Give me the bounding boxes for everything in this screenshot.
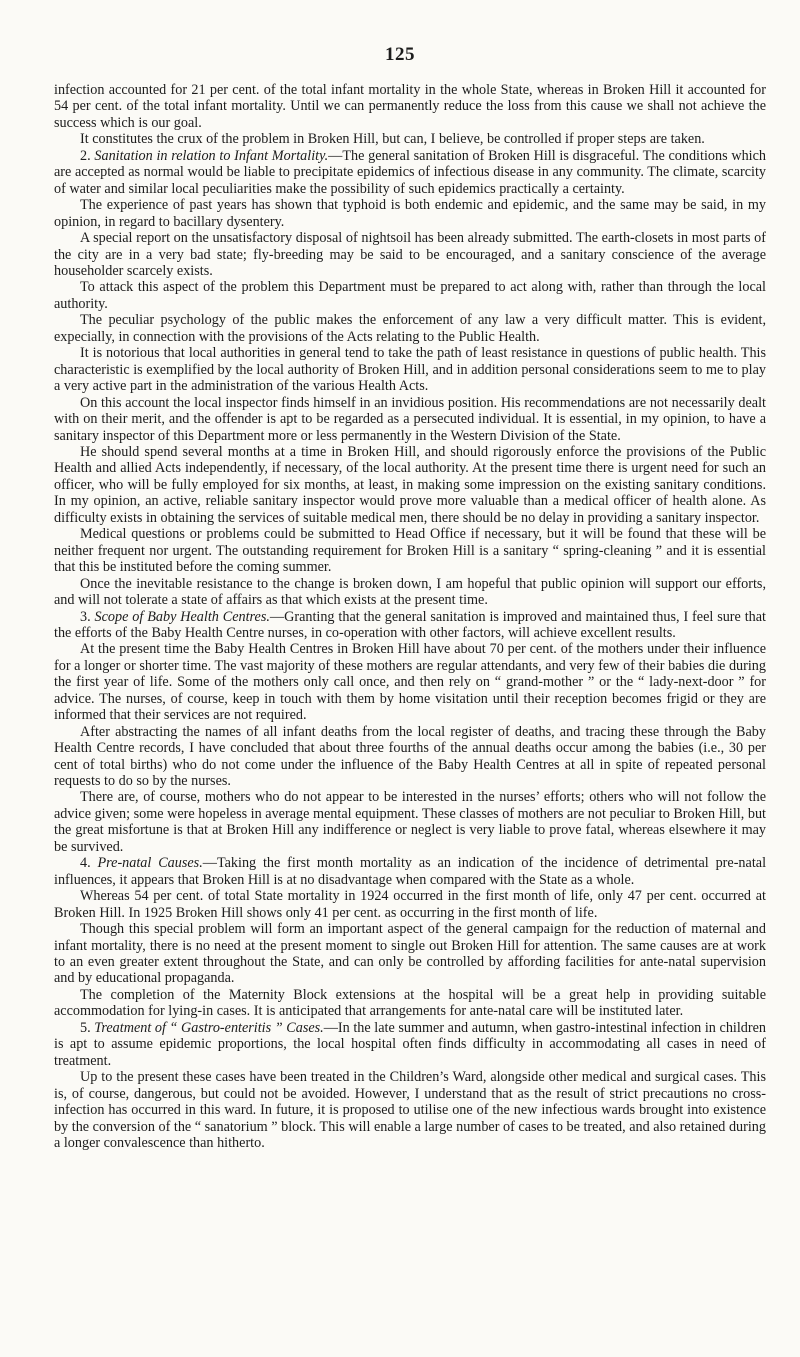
- section-heading: Pre-natal Causes.: [97, 855, 203, 872]
- paragraph: He should spend several months at a time in Broken Hill, and should rigorously enforce the provisions of the Public Health and allied Acts independently, if necessary, of the local authority. At the present time there is urgent need for such an officer, who will be fully employed for six months, at least, in making some impression on the existing sanitary conditions. In my opinion, an active, reliable sanitary inspector would prove more valuable than a medical officer of health alone. As difficulty exists in obtaining the services of suitable medical men, there should be no delay in providing a sanitary inspector.: [54, 443, 766, 526]
- paragraph: Though this special problem will form an important aspect of the general campaign for the reduction of maternal and infant mortality, there is no need at the present moment to single out Broken Hill for attention. The same causes are at work to an even greater extent throughout the State, and can only be controlled by affording facilities for ante-natal supervision and by educational propaganda.: [54, 921, 766, 987]
- section-heading: Sanitation in relation to Infant Mortality.: [94, 147, 329, 164]
- paragraph: Up to the present these cases have been treated in the Children’s Ward, alongside other medical and surgical cases. This is, of course, dangerous, but could not be avoided. However, I understand that as the result of strict precautions no cross-infection has occurred in this ward. In future, it is proposed to utilise one of the new infectious wards brought into existence by the conversion of the “ sanatorium ” block. This will enable a large number of cases to be treated, and also retained during a longer convalescence than hitherto.: [54, 1069, 766, 1151]
- page-number: 125: [385, 44, 415, 65]
- section-paragraph: 4. Pre-natal Causes.—Taking the first month mortality as an indication of the incidence of detrimental pre-natal influences, it appears that Broken Hill is at no disadvantage when compared with the State as a whole.: [54, 855, 767, 888]
- body-text: [54, 82, 766, 1151]
- section-paragraph: 3. Scope of Baby Health Centres.—Granting that the general sanitation is improved and maintained thus, I feel sure that the efforts of the Baby Health Centre nurses, in co-operation with other factors, will achieve excellent results.: [54, 608, 766, 641]
- paragraph: The peculiar psychology of the public makes the enforcement of any law a very difficult matter. This is evident, expecially, in connection with the provisions of the Acts relating to the Public Health.: [54, 312, 766, 345]
- paragraph: Medical questions or problems could be submitted to Head Office if necessary, but it will be found that these will be neither frequent nor urgent. The outstanding requirement for Broken Hill is a sanitary “ spring-cleaning ” and it is essential that this be instituted before the coming summer.: [54, 526, 766, 576]
- paragraph: At the present time the Baby Health Centres in Broken Hill have about 70 per cent. of the mothers under their influence for a longer or shorter time. The vast majority of these mothers are regular attendants, and very few of their babies die during the first year of life. Some of the mothers only call once, and then rely on “ grand-mother ” or the “ lady-next-door ” for advice. The nurses, of course, keep in touch with them by home visitation until their reception becomes frigid or they are informed that their services are not required.: [54, 641, 766, 724]
- paragraph: It is notorious that local authorities in general tend to take the path of least resistance in questions of public health. This characteristic is exemplified by the local authority of Broken Hill, and in addition personal considerations seem to me to play a very active part in the administration of the various Health Acts.: [54, 345, 766, 395]
- paragraph: The experience of past years has shown that typhoid is both endemic and epidemic, and the same may be said, in my opinion, in regard to bacillary dysentery.: [54, 197, 766, 230]
- section-number: 2.: [80, 147, 91, 164]
- paragraph: After abstracting the names of all infant deaths from the local register of deaths, and tracing these through the Baby Health Centre records, I have concluded that about three fourths of the annual deaths occur among the babies (i.e., 30 per cent of total births) who do not come under the influence of the Baby Health Centres at all in spite of repeated personal requests to do so by the nurses.: [54, 723, 766, 790]
- paragraph: Once the inevitable resistance to the change is broken down, I am hopeful that public opinion will support our efforts, and will not tolerate a state of affairs as that which exists at the present time.: [54, 575, 766, 609]
- paragraph: The completion of the Maternity Block extensions at the hospital will be a great help in providing suitable accommodation for lying-in cases. It is anticipated that arrangements for ante-natal care will be instituted later.: [54, 986, 766, 1020]
- paragraph: To attack this aspect of the problem this Department must be prepared to act along with, rather than through the local authority.: [54, 279, 766, 312]
- paragraph: Whereas 54 per cent. of total State mortality in 1924 occurred in the first month of life, only 47 per cent. occurred at Broken Hill. In 1925 Broken Hill shows only 41 per cent. as occurring in the first month of life.: [54, 888, 766, 921]
- section-number: 3.: [80, 608, 91, 625]
- paragraph: There are, of course, mothers who do not appear to be interested in the nurses’ efforts; others who will not follow the advice given; some were hopeless in average mental equipment. These classes of mothers are not peculiar to Broken Hill, but the great misfortune is that at Broken Hill any indifference or neglect is very liable to prove fatal, whereas elsewhere it may be survived.: [54, 789, 766, 855]
- section-number: 5.: [80, 1019, 91, 1036]
- paragraph: It constitutes the crux of the problem in Broken Hill, but can, I believe, be controlled if proper steps are taken.: [80, 131, 705, 148]
- section-heading: Treatment of “ Gastro-enteritis ” Cases.: [94, 1019, 324, 1036]
- paragraph: infection accounted for 21 per cent. of the total infant mortality in the whole State, whereas in Broken Hill it accounted for 54 per cent. of the total infant mortality. Until we can permanently reduce the loss from this cause we shall not achieve the success which is our goal.: [54, 82, 766, 131]
- section-paragraph: 5. Treatment of “ Gastro-enteritis ” Cases.—In the late summer and autumn, when gastro-intestinal infection in children is apt to assume epidemic proportions, the local hospital often finds difficulty in accommodating all cases in need of treatment.: [54, 1019, 767, 1069]
- section-number: 4.: [80, 855, 91, 872]
- section-heading: Scope of Baby Health Centres.: [94, 608, 270, 625]
- paragraph: A special report on the unsatisfactory disposal of nightsoil has been already submitted. The earth-closets in most parts of the city are in a very bad state; fly-breeding may be said to be encouraged, and a sanitary conscience of the average householder scarcely exists.: [54, 230, 766, 279]
- section-paragraph: 2. Sanitation in relation to Infant Mortality.—The general sanitation of Broken Hill is disgraceful. The conditions which are accepted as normal would be liable to precipitate epidemics of infectious disease in any community. The climate, scarcity of water and similar local peculiarities make the possibility of such epidemics practically a certainty.: [54, 147, 767, 197]
- paragraph: On this account the local inspector finds himself in an invidious position. His recommendations are not necessarily dealt with on their merit, and the offender is apt to be regarded as a persecuted individual. It is essential, in my opinion, to have a sanitary inspector of this Department more or less permanently in the Western Division of the State.: [54, 394, 766, 444]
